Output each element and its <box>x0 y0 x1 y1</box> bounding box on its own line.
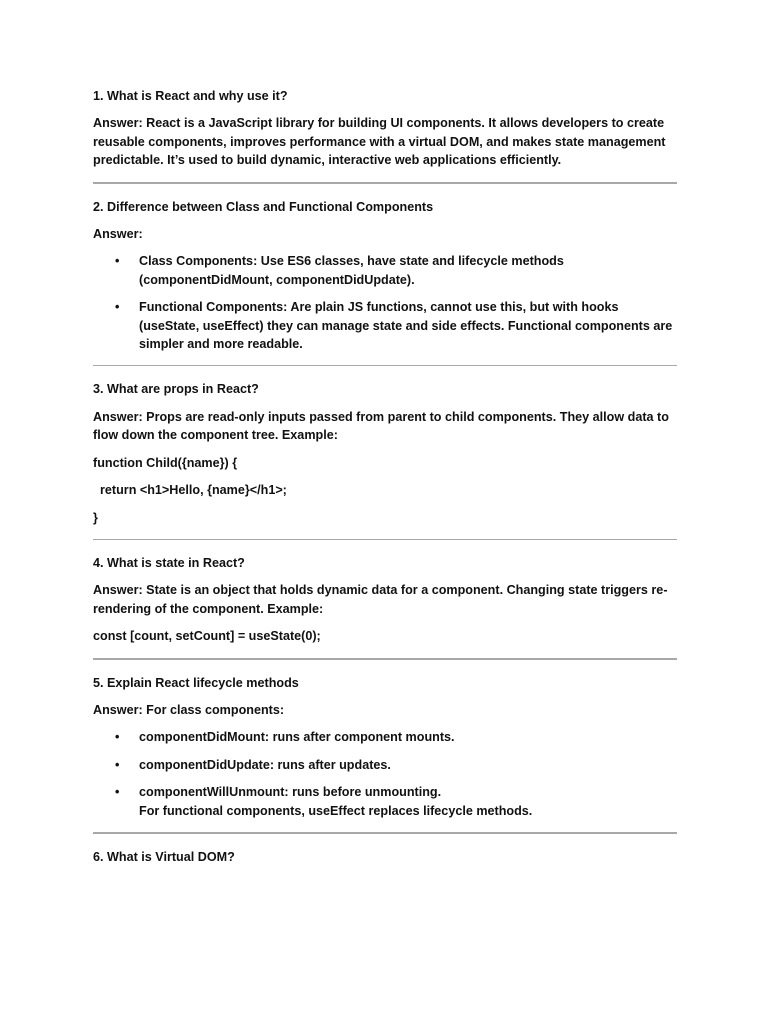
qa-section-1 <box>93 87 677 170</box>
question-heading: 6. What is Virtual DOM? <box>93 849 235 864</box>
answer-text: Answer: React is a JavaScript library for building UI components. It allows developers to create reusable components, improves performance with a virtual DOM, and makes state management predictable. It’s used to build dynamic, interactive web applications efficiently. <box>93 116 666 168</box>
document-content <box>93 87 677 875</box>
list-item-note: For functional components, useEffect replaces lifecycle methods. <box>139 803 533 818</box>
qa-section-6 <box>93 848 677 866</box>
question-heading: 1. What is React and why use it? <box>93 89 288 103</box>
section-divider <box>93 658 677 660</box>
question-heading: 5. Explain React lifecycle methods <box>93 675 299 690</box>
list-item: • componentDidMount: runs after component mounts. <box>93 728 677 746</box>
code-line: const [count, setCount] = useState(0); <box>93 629 321 644</box>
answer-text: Answer: <box>93 227 143 242</box>
code-line: return <h1>Hello, {name}</h1>; <box>93 483 287 498</box>
qa-section-2 <box>93 198 677 354</box>
code-line: function Child({name}) { <box>93 455 238 470</box>
bullet-list <box>93 728 677 820</box>
section-divider <box>93 539 677 540</box>
list-item: • Functional Components: Are plain JS functions, cannot use this, but with hooks (useState, useEffect) they can manage state and side effects. Functional components are simpler and more readable. <box>93 298 677 353</box>
answer-text: Answer: Props are read-only inputs passed from parent to child components. They allow data to flow down the component tree. Example: <box>93 409 669 443</box>
bullet-list <box>93 252 677 353</box>
section-divider <box>93 365 677 366</box>
list-item-text: componentWillUnmount: runs before unmounting. <box>139 785 442 800</box>
qa-section-4 <box>93 554 677 646</box>
list-item: • Class Components: Use ES6 classes, have state and lifecycle methods (componentDidMount, componentDidUpdate). <box>93 252 677 289</box>
qa-section-5 <box>93 674 677 820</box>
section-divider <box>93 832 677 834</box>
answer-text: Answer: State is an object that holds dynamic data for a component. Changing state triggers re-rendering of the component. Example: <box>93 583 668 616</box>
list-item <box>93 783 677 820</box>
list-item: • componentDidUpdate: runs after updates. <box>93 756 677 774</box>
question-heading: 3. What are props in React? <box>93 382 259 397</box>
question-heading: 4. What is state in React? <box>93 555 245 570</box>
question-heading: 2. Difference between Class and Functional Components <box>93 199 434 214</box>
code-line: } <box>93 510 98 525</box>
section-divider <box>93 182 677 184</box>
qa-section-3 <box>93 380 677 526</box>
answer-text: Answer: For class components: <box>93 702 285 717</box>
